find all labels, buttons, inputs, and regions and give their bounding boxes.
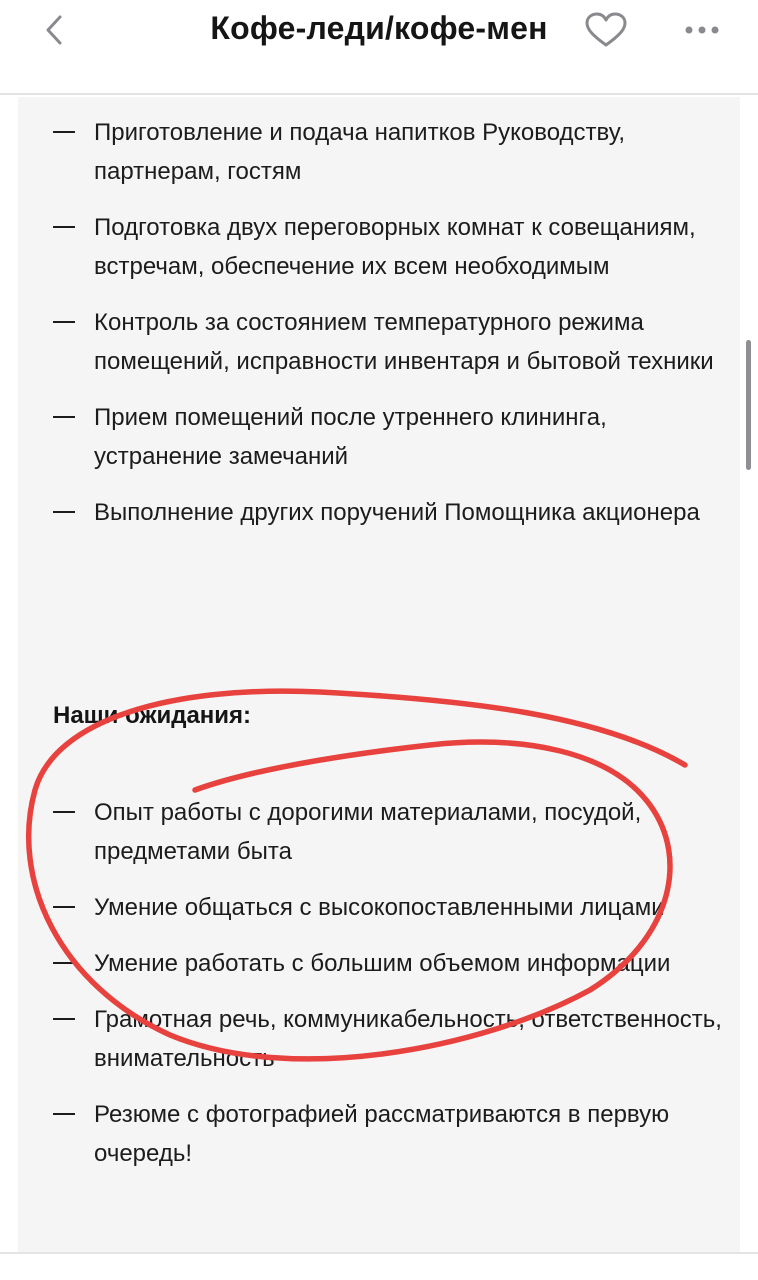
list-item: [18, 208, 740, 286]
list-item-text: Умение работать с большим объемом информации: [94, 950, 671, 977]
list-item-text: Контроль за состоянием температурного режима помещений, исправности инвентаря и бытовой техники: [94, 309, 714, 375]
more-options-button[interactable]: [680, 10, 724, 50]
list-item-text: Прием помещений после утреннего клининга, устранение замечаний: [94, 404, 607, 470]
list-item: [18, 793, 740, 871]
scrollbar-thumb[interactable]: [746, 340, 751, 470]
list-item: [18, 398, 740, 476]
list-item: [18, 113, 740, 191]
list-item-text: Грамотная речь, коммуникабельность, ответственность, внимательность: [94, 1006, 722, 1072]
list-item: [18, 303, 740, 381]
list-item-text: Выполнение других поручений Помощника акционера: [94, 499, 700, 526]
list-item: [18, 1000, 740, 1078]
page-title: Кофе-леди/кофе-мен: [210, 10, 548, 46]
list-item-text: Опыт работы с дорогими материалами, посудой, предметами быта: [94, 799, 642, 865]
list-item-text: Резюме с фотографией рассматриваются в первую очередь!: [94, 1101, 670, 1167]
expectations-list: [18, 793, 740, 1190]
favorite-button[interactable]: [582, 8, 630, 52]
list-item-text: Подготовка двух переговорных комнат к совещаниям, встречам, обеспечение их всем необходимым: [94, 214, 696, 280]
list-item: [18, 888, 740, 927]
more-dots-icon: [684, 25, 720, 35]
list-item-text: Умение общаться с высокопоставленными лицами: [94, 894, 665, 921]
list-item: [18, 493, 740, 532]
expectations-heading: Наши ожидания:: [53, 702, 252, 729]
vacancy-description: [18, 97, 740, 1252]
duties-list: [18, 113, 740, 549]
list-item-text: Приготовление и подача напитков Руководству, партнерам, гостям: [94, 119, 626, 185]
heart-icon: [584, 12, 628, 48]
list-item: [18, 944, 740, 983]
header-bar: [0, 0, 758, 95]
bottom-divider: [0, 1252, 758, 1254]
list-item: [18, 1095, 740, 1173]
